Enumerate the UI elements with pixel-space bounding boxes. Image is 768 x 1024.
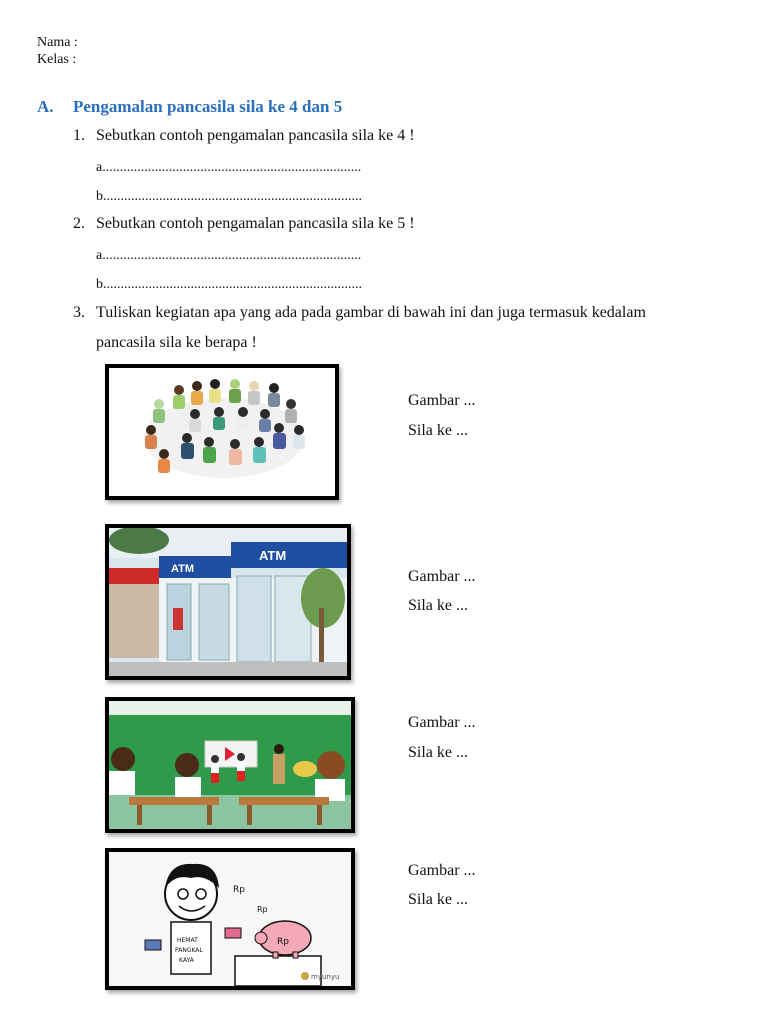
atm-sign-left: ATM [171, 563, 195, 575]
question-1-number: 1. [73, 127, 85, 144]
picture-3-gambar-label: Gambar ... [408, 714, 476, 731]
rp-scribble-2: Rp [257, 905, 268, 914]
picture-2-atm [105, 524, 351, 680]
question-1-answer-a: a.......................................................................... [96, 160, 362, 175]
question-2-answer-b: b.......................................................................... [96, 277, 362, 292]
picture-2-gambar-label: Gambar ... [408, 568, 476, 585]
rp-on-piggy: Rp [277, 937, 289, 947]
question-2-text: Sebutkan contoh pengamalan pancasila sila ke 5 ! [96, 215, 415, 232]
picture-3-classroom [105, 697, 355, 833]
question-2-number: 2. [73, 215, 85, 232]
picture-4-sila-label: Sila ke ... [408, 891, 468, 908]
kelas-label: Kelas : [37, 52, 77, 67]
question-3-text-line2: pancasila sila ke berapa ! [96, 334, 257, 351]
picture-1-gambar-label: Gambar ... [408, 392, 476, 409]
question-1-answer-b: b.......................................................................... [96, 189, 362, 204]
picture-1-discussion [105, 364, 339, 500]
question-2-answer-a: a.......................................................................... [96, 248, 362, 263]
nama-label: Nama : [37, 35, 78, 50]
question-3-text: Tuliskan kegiatan apa yang ada pada gambar di bawah ini dan juga termasuk kedalam [96, 304, 646, 321]
shirt-text-3: KAYA [179, 957, 194, 964]
group-discussion-illustration [109, 368, 335, 496]
picture-1-sila-label: Sila ke ... [408, 422, 468, 439]
picture-2-sila-label: Sila ke ... [408, 597, 468, 614]
classroom-illustration [109, 701, 351, 829]
section-letter: A. [37, 97, 54, 116]
watermark: myunyu [311, 973, 340, 981]
picture-3-sila-label: Sila ke ... [408, 744, 468, 761]
picture-4-saving [105, 848, 355, 990]
picture-4-gambar-label: Gambar ... [408, 862, 476, 879]
saving-money-illustration [109, 852, 351, 986]
question-3-number: 3. [73, 304, 85, 321]
shirt-text-1: HEMAT [177, 937, 198, 944]
question-1-text: Sebutkan contoh pengamalan pancasila sila ke 4 ! [96, 127, 415, 144]
atm-sign-right: ATM [259, 548, 287, 563]
rp-scribble-1: Rp [233, 885, 245, 895]
shirt-text-2: PANGKAL [175, 947, 203, 954]
section-title: Pengamalan pancasila sila ke 4 dan 5 [73, 97, 343, 116]
atm-booth-illustration [109, 528, 347, 676]
